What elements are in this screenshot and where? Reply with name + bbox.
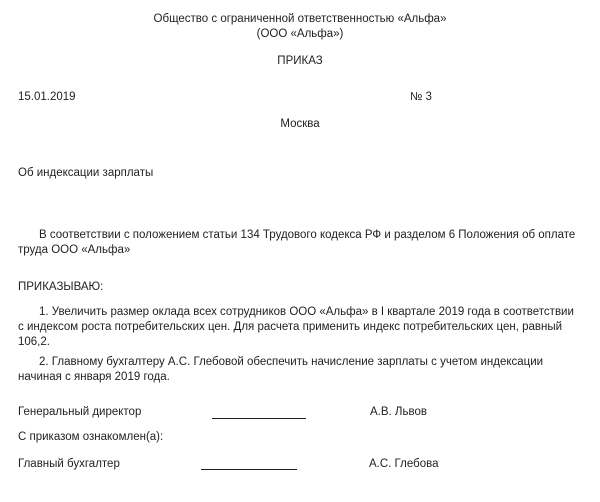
order-number: № 3 [410, 91, 432, 103]
accountant-title: Главный бухгалтер [18, 458, 120, 470]
accountant-name: А.С. Глебова [369, 458, 439, 470]
organization-short-name: (ООО «Альфа») [256, 28, 344, 40]
document-type-title: ПРИКАЗ [277, 55, 323, 67]
order-word: ПРИКАЗЫВАЮ: [18, 281, 104, 293]
order-item-2: 2. Главному бухгалтеру А.С. Глебовой обеспечить начисление зарплаты с учетом индексации начиная с января 2019 года. [18, 356, 544, 383]
order-subject: Об индексации зарплаты [18, 167, 154, 179]
organization-name: Общество с ограниченной ответственностью «Альфа» [153, 13, 447, 25]
director-name: А.В. Львов [370, 406, 427, 418]
director-signature-line [212, 418, 306, 419]
director-title: Генеральный директор [18, 406, 142, 418]
order-city: Москва [280, 118, 320, 130]
order-date: 15.01.2019 [18, 91, 76, 103]
acknowledgement-label: С приказом ознакомлен(а): [18, 431, 164, 443]
preamble-paragraph: В соответствии с положением статьи 134 Трудового кодекса РФ и разделом 6 Положения об оплате труда ООО «Альфа» [18, 229, 576, 256]
accountant-signature-line [201, 469, 297, 470]
order-item-1: 1. Увеличить размер оклада всех сотрудников ООО «Альфа» в I квартале 2019 года в соответствии с индексом роста потребительских цен. Для расчета применить индекс потребительских цен, равный 106,2. [18, 306, 574, 348]
